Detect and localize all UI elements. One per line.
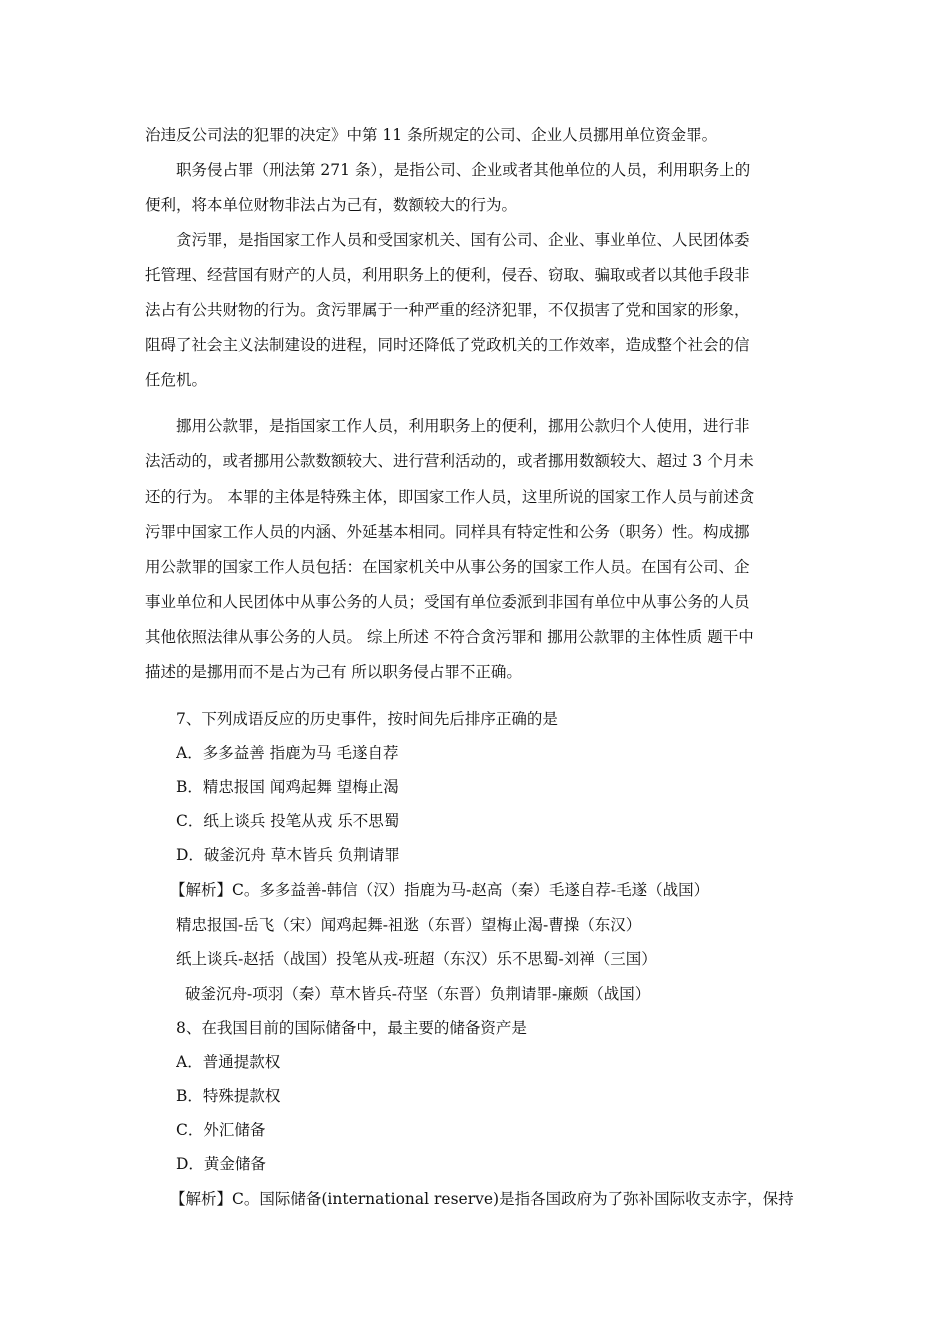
option-b: B．精忠报国 闻鸡起舞 望梅止渴 — [176, 778, 399, 796]
analysis-line: 精忠报国-岳飞（宋）闻鸡起舞-祖逖（东晋）望梅止渴-曹操（东汉） — [176, 916, 642, 934]
option-c: C．外汇储备 — [176, 1121, 266, 1139]
question-7: 7、下列成语反应的历史事件，按时间先后排序正确的是 — [176, 710, 558, 728]
paragraph-line: 法活动的，或者挪用公款数额较大、进行营利活动的，或者挪用数额较大、超过 3 个月未 — [145, 452, 754, 470]
paragraph-line: 事业单位和人民团体中从事公务的人员；受国有单位委派到非国有单位中从事公务的人员 — [145, 593, 750, 611]
option-d: D．黄金储备 — [176, 1155, 266, 1173]
paragraph-line: 还的行为。 本罪的主体是特殊主体，即国家工作人员，这里所说的国家工作人员与前述贪 — [145, 488, 755, 506]
paragraph-line: 阻碍了社会主义法制建设的进程，同时还降低了党政机关的工作效率，造成整个社会的信 — [145, 336, 750, 354]
option-a: A．多多益善 指鹿为马 毛遂自荐 — [176, 744, 399, 762]
paragraph-line: 污罪中国家工作人员的内涵、外延基本相同。同样具有特定性和公务（职务）性。构成挪 — [145, 523, 750, 541]
analysis-line: 【解析】C。多多益善-韩信（汉）指鹿为马-赵高（秦）毛遂自荐-毛遂（战国） — [170, 881, 710, 899]
paragraph-line: 法占有公共财物的行为。贪污罪属于一种严重的经济犯罪，不仅损害了党和国家的形象， — [145, 301, 750, 319]
option-d: D．破釜沉舟 草木皆兵 负荆请罪 — [176, 846, 400, 864]
option-a: A．普通提款权 — [176, 1053, 281, 1071]
question-8: 8、在我国目前的国际储备中，最主要的储备资产是 — [176, 1019, 527, 1037]
paragraph-line: 托管理、经营国有财产的人员，利用职务上的便利，侵吞、窃取、骗取或者以其他手段非 — [145, 266, 750, 284]
paragraph-line: 便利，将本单位财物非法占为己有，数额较大的行为。 — [145, 196, 518, 214]
paragraph-line: 任危机。 — [145, 371, 208, 389]
paragraph-line: 其他依照法律从事公务的人员。 综上所述 不符合贪污罪和 挪用公款罪的主体性质 题干中 — [145, 628, 754, 646]
paragraph-line: 描述的是挪用而不是占为己有 所以职务侵占罪不正确。 — [145, 663, 522, 681]
analysis-line: 【解析】C。国际储备(international reserve)是指各国政府为了弥补国际收支赤字，保持 — [170, 1190, 794, 1208]
paragraph-line: 职务侵占罪（刑法第 271 条），是指公司、企业或者其他单位的人员，利用职务上的 — [176, 161, 751, 179]
paragraph-line: 挪用公款罪，是指国家工作人员，利用职务上的便利，挪用公款归个人使用，进行非 — [176, 417, 750, 435]
analysis-line: 纸上谈兵-赵括（战国）投笔从戎-班超（东汉）乐不思蜀-刘禅（三国） — [176, 950, 657, 968]
option-b: B．特殊提款权 — [176, 1087, 281, 1105]
paragraph-line: 用公款罪的国家工作人员包括：在国家机关中从事公务的国家工作人员。在国有公司、企 — [145, 558, 750, 576]
paragraph-line: 贪污罪，是指国家工作人员和受国家机关、国有公司、企业、事业单位、人民团体委 — [176, 231, 750, 249]
analysis-line: 破釜沉舟-项羽（秦）草木皆兵-苻坚（东晋）负荆请罪-廉颇（战国） — [185, 985, 651, 1003]
paragraph-line: 治违反公司法的犯罪的决定》中第 11 条所规定的公司、企业人员挪用单位资金罪。 — [145, 126, 718, 144]
option-c: C．纸上谈兵 投笔从戎 乐不思蜀 — [176, 812, 400, 830]
